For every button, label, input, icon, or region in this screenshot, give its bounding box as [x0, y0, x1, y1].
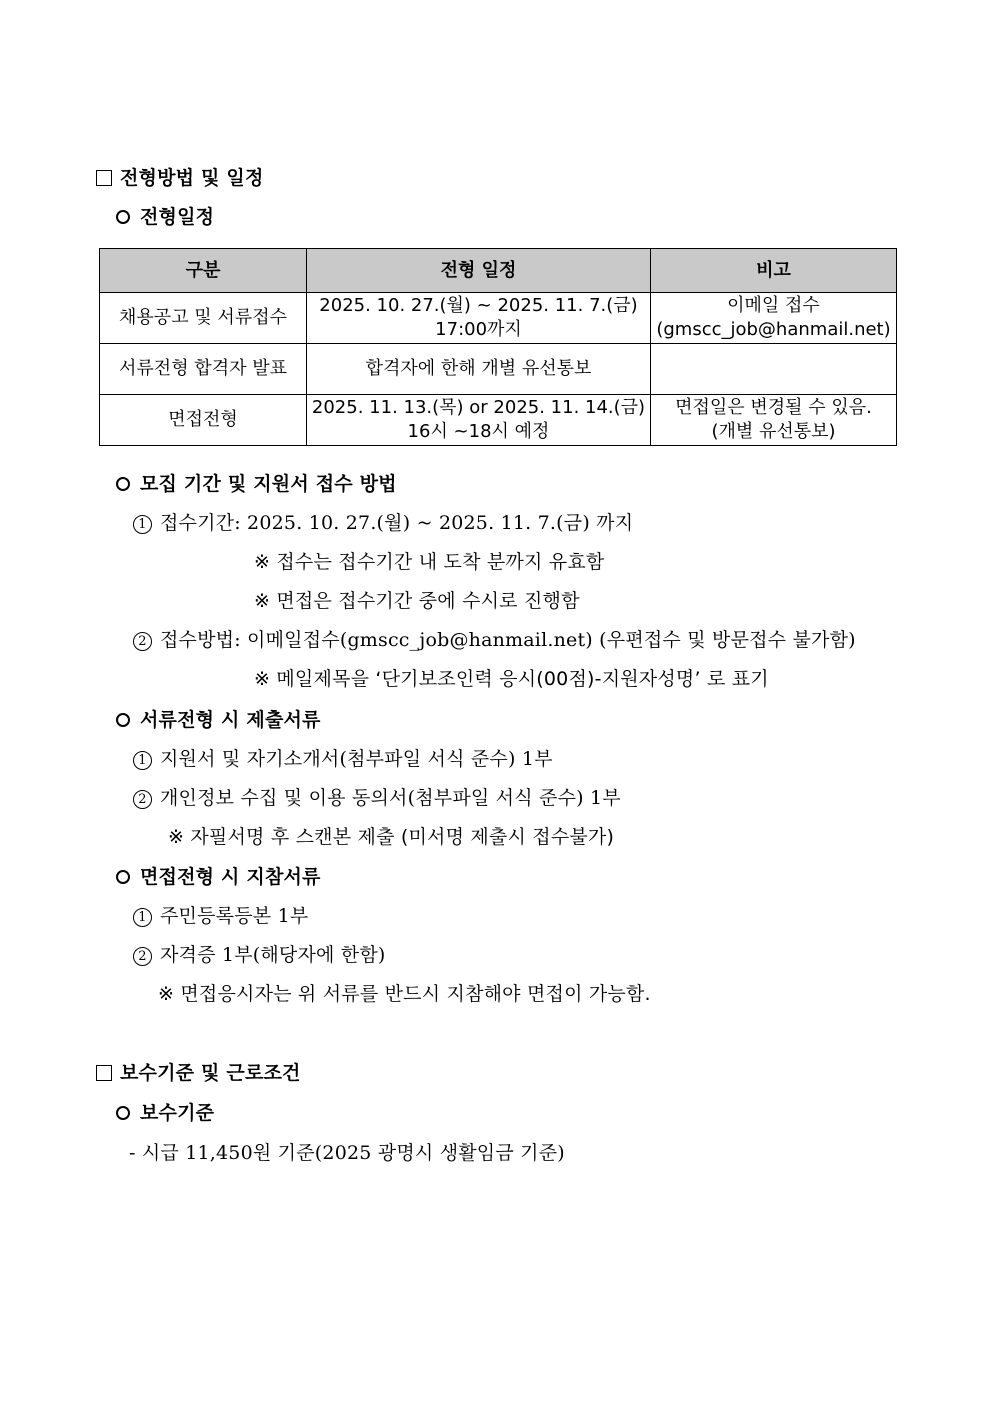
pay-item-hourly: - 시급 11,450원 기준(2025 광명시 생활임금 기준) — [129, 1142, 565, 1164]
circle-bullet-icon — [116, 870, 130, 884]
recruit-item-period: 1 접수기간: 2025. 10. 27.(월) ~ 2025. 11. 7.(금) 까지 — [133, 508, 633, 535]
circle-bullet-icon — [116, 1106, 130, 1120]
table-header-category: 구분 — [100, 249, 307, 293]
recruit-item-method: 2 접수방법: 이메일접수(gmscc_job@hanmail.net) (우편접수 및 방문접수 불가함) — [133, 625, 856, 652]
circle-bullet-icon — [116, 713, 130, 727]
circled-number-1-icon: 1 — [133, 908, 152, 927]
table-cell: 면접일은 변경될 수 있음. (개별 유선통보) — [651, 395, 897, 446]
subheading-recruitment: 모집 기간 및 지원서 접수 방법 — [116, 469, 397, 496]
square-bullet-icon — [96, 1065, 112, 1081]
circled-number-1-icon: 1 — [133, 751, 152, 770]
subheading-schedule: 전형일정 — [116, 202, 214, 229]
docs-item-consent: 2 개인정보 수집 및 이용 동의서(첨부파일 서식 준수) 1부 — [133, 783, 621, 810]
recruit-note-mail-subject: ※ 메일제목을 ‘단기보조인력 응시(00점)-지원자성명’ 로 표기 — [254, 668, 769, 690]
interview-item-certificate: 2 자격증 1부(해당자에 한함) — [133, 940, 386, 967]
table-header-row — [100, 249, 897, 293]
table-row — [100, 293, 897, 344]
recruit-note-validity: ※ 접수는 접수기간 내 도착 분까지 유효함 — [254, 551, 605, 573]
table-header-schedule: 전형 일정 — [307, 249, 651, 293]
docs-item-application: 1 지원서 및 자기소개서(첨부파일 서식 준수) 1부 — [133, 744, 553, 771]
circle-bullet-icon — [116, 477, 130, 491]
recruit-note-interview: ※ 면접은 접수기간 중에 수시로 진행함 — [254, 590, 580, 612]
table-cell: 2025. 10. 27.(월) ~ 2025. 11. 7.(금) 17:00까지 — [307, 293, 651, 344]
schedule-table — [99, 248, 897, 446]
interview-note: ※ 면접응시자는 위 서류를 반드시 지참해야 면접이 가능함. — [158, 983, 651, 1005]
section-heading-selection: 전형방법 및 일정 — [96, 163, 264, 190]
section-heading-pay: 보수기준 및 근로조건 — [96, 1058, 301, 1085]
docs-note-signature: ※ 자필서명 후 스캔본 제출 (미서명 제출시 접수불가) — [168, 826, 615, 848]
circled-number-2-icon: 2 — [133, 947, 152, 966]
circled-number-1-icon: 1 — [133, 515, 152, 534]
table-cell: 면접전형 — [100, 395, 307, 446]
table-cell: 서류전형 합격자 발표 — [100, 344, 307, 395]
interview-item-resident-register: 1 주민등록등본 1부 — [133, 901, 308, 928]
table-header-remarks: 비고 — [651, 249, 897, 293]
table-row — [100, 344, 897, 395]
subheading-documents: 서류전형 시 제출서류 — [116, 705, 321, 732]
circled-number-2-icon: 2 — [133, 632, 152, 651]
table-row — [100, 395, 897, 446]
table-cell — [651, 344, 897, 395]
subheading-interview-docs: 면접전형 시 지참서류 — [116, 862, 321, 889]
circled-number-2-icon: 2 — [133, 790, 152, 809]
table-cell: 이메일 접수 (gmscc_job@hanmail.net) — [651, 293, 897, 344]
square-bullet-icon — [96, 170, 112, 186]
table-cell: 채용공고 및 서류접수 — [100, 293, 307, 344]
circle-bullet-icon — [116, 210, 130, 224]
table-cell: 2025. 11. 13.(목) or 2025. 11. 14.(금) 16시 ~18시 예정 — [307, 395, 651, 446]
table-cell: 합격자에 한해 개별 유선통보 — [307, 344, 651, 395]
subheading-pay-standard: 보수기준 — [116, 1098, 214, 1125]
